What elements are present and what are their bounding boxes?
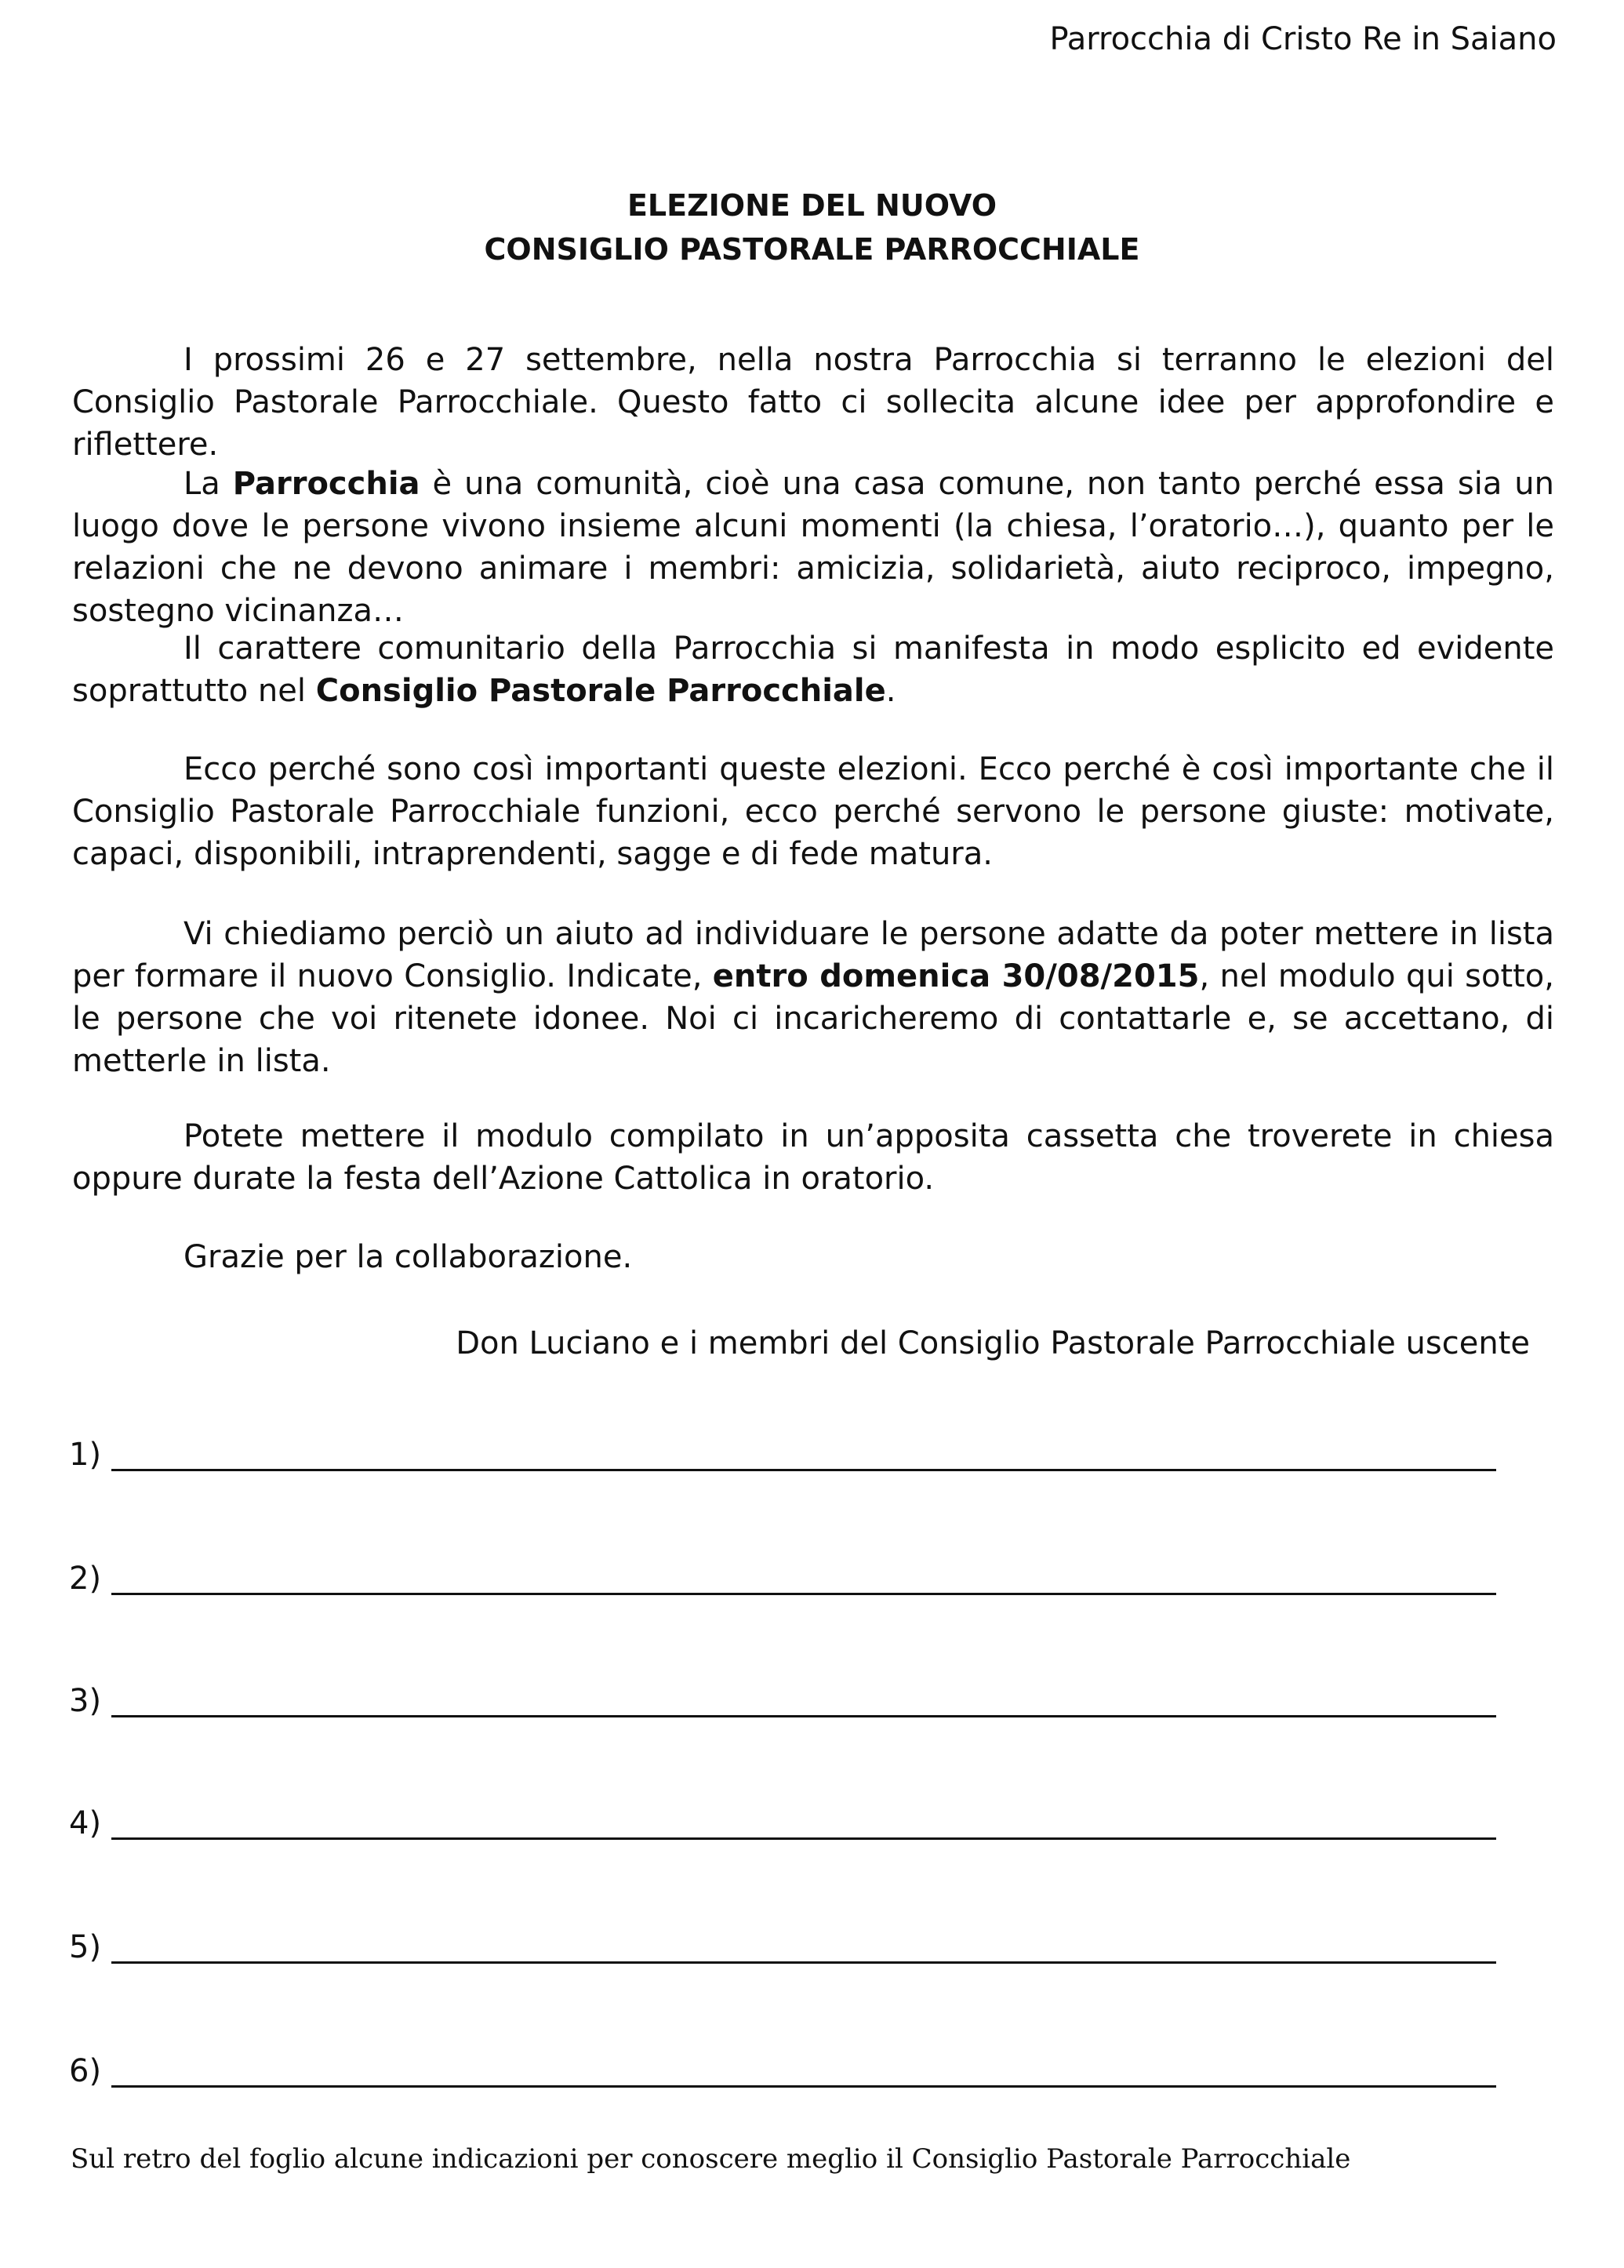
- name-entry-line-6[interactable]: [69, 2045, 1496, 2092]
- name-entry-line-3[interactable]: [69, 1675, 1496, 1722]
- entry-number: 6): [69, 2053, 102, 2089]
- paragraph-request-deadline: entro domenica 30/08/2015: [712, 958, 1200, 994]
- paragraph-community-bold: Consiglio Pastorale Parrocchiale: [315, 673, 886, 709]
- paragraph-parish-post: è una comunità, cioè una casa comune, non tanto perché essa sia un luogo dove le persone vivono insieme alcuni momenti (la chiesa, l’oratorio…), quanto per le relazioni che ne devono animare i membri: amicizia, solidarietà, aiuto reciproco, impegno, sostegno vicinanza…: [72, 466, 1555, 629]
- entry-number: 2): [69, 1561, 102, 1597]
- parish-header: Parrocchia di Cristo Re in Saiano: [1049, 21, 1557, 57]
- paragraph-submission: Potete mettere il modulo compilato in un’apposita cassetta che troverete in chiesa oppure durate la festa dell’Azione Cattolica in oratorio.: [72, 1118, 1554, 1197]
- entry-rule: [111, 1837, 1496, 1840]
- thanks-text: Grazie per la collaborazione.: [183, 1239, 633, 1275]
- page-title: [0, 184, 1624, 271]
- footer-note: Sul retro del foglio alcune indicazioni per conoscere meglio il Consiglio Pastorale Parrocchiale: [71, 2143, 1351, 2175]
- signature: Don Luciano e i membri del Consiglio Pastorale Parrocchiale uscente: [456, 1325, 1530, 1361]
- entry-rule: [111, 1715, 1496, 1717]
- paragraph-request-post: , nel modulo qui sotto, le persone che voi ritenete idonee. Noi ci incaricheremo di contattarle e, se accettano, di metterle in lista.: [72, 958, 1554, 1079]
- name-entry-line-2[interactable]: [69, 1553, 1496, 1600]
- entry-rule: [111, 2085, 1496, 2088]
- entry-number: 4): [69, 1805, 102, 1841]
- paragraph-request: [72, 913, 1554, 1082]
- paragraph-community: [72, 627, 1554, 712]
- entry-number: 1): [69, 1437, 102, 1473]
- name-entry-line-1[interactable]: [69, 1429, 1496, 1476]
- paragraph-parish: [72, 463, 1554, 632]
- entry-rule: [111, 1469, 1496, 1471]
- paragraph-community-post: .: [885, 673, 896, 709]
- title-line-1: ELEZIONE DEL NUOVO: [627, 188, 997, 223]
- entry-rule: [111, 1593, 1496, 1595]
- paragraph-parish-bold: Parrocchia: [232, 466, 420, 502]
- paragraph-intro: I prossimi 26 e 27 settembre, nella nostra Parrocchia si terranno le elezioni del Consiglio Pastorale Parrocchiale. Questo fatto ci sollecita alcune idee per approfondire e riflettere.: [72, 342, 1554, 463]
- paragraph-request-pre: Vi chiediamo perciò un aiuto ad individuare le persone adatte da poter mettere in lista per formare il nuovo Consiglio. Indicate,: [72, 916, 1554, 994]
- entry-number: 3): [69, 1683, 102, 1719]
- entry-rule: [111, 1961, 1496, 1964]
- entry-number: 5): [69, 1929, 102, 1965]
- paragraph-community-pre: Il carattere comunitario della Parrocchia si manifesta in modo esplicito ed evidente soprattutto nel: [72, 631, 1554, 709]
- name-entry-line-4[interactable]: [69, 1797, 1496, 1845]
- paragraph-parish-pre: La: [183, 466, 233, 502]
- title-line-2: CONSIGLIO PASTORALE PARROCCHIALE: [484, 232, 1140, 267]
- paragraph-importance: Ecco perché sono così importanti queste elezioni. Ecco perché è così importante che il Consiglio Pastorale Parrocchiale funzioni, ecco perché servono le persone giuste: motivate, capaci, disponibili, intraprendenti, sagge e di fede matura.: [72, 751, 1554, 872]
- name-entry-line-5[interactable]: [69, 1921, 1496, 1968]
